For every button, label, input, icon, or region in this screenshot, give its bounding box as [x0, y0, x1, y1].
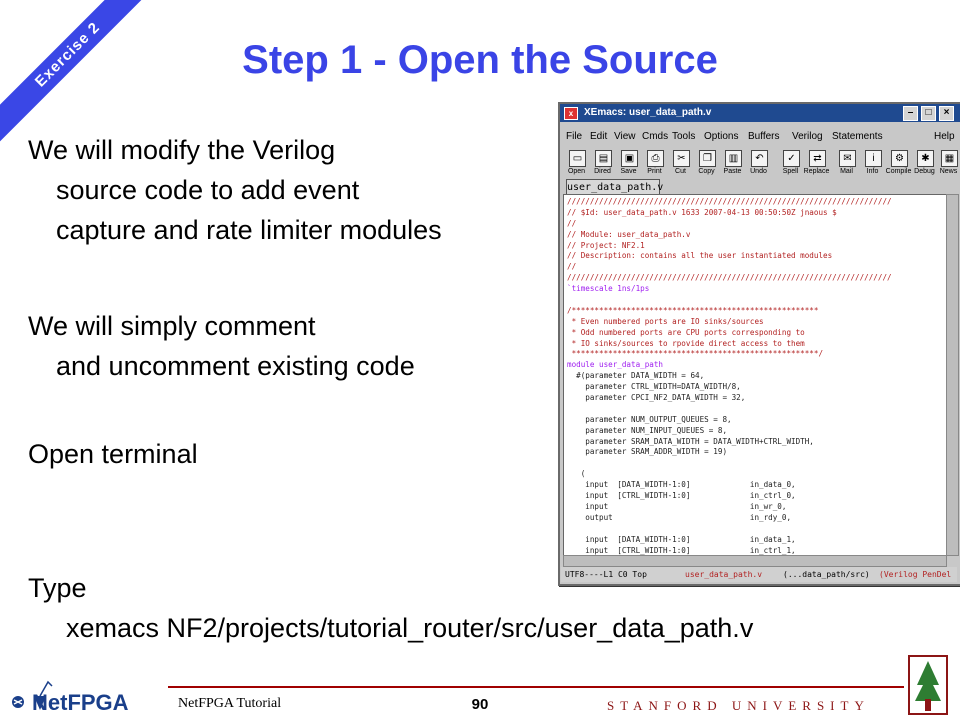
code-line: parameter NUM_OUTPUT_QUEUES = 8, [567, 414, 732, 424]
code-line: /////////////////////////////////////////////////////////////////////// [567, 197, 892, 206]
modeline-buffer-name: user_data_path.v [685, 570, 763, 579]
folder-open-icon: ▭ [569, 150, 586, 167]
spell-check-icon: ✓ [783, 150, 800, 167]
menu-verilog[interactable]: Verilog [792, 131, 823, 142]
code-line: // Description: contains all the user instantiated modules [567, 251, 833, 261]
code-line: parameter NUM_INPUT_QUEUES = 8, [567, 425, 728, 435]
code-line: #(parameter DATA_WIDTH = 64, [567, 371, 705, 381]
news-icon: ▦ [941, 150, 958, 167]
toolbar-print-button[interactable] [642, 148, 667, 179]
exercise-banner: Exercise 2 [0, 0, 150, 150]
code-line: parameter CTRL_WIDTH=DATA_WIDTH/8, [567, 382, 741, 392]
modeline [561, 567, 957, 582]
code-line [567, 404, 946, 415]
bullet-modify-verilog-line-2: source code to add event [56, 175, 360, 205]
code-line: // Module: user_data_path.v [567, 229, 691, 239]
bullet-modify-verilog-line-3: capture and rate limiter modules [56, 215, 442, 245]
code-line [567, 524, 946, 535]
replace-icon: ⇄ [809, 150, 826, 167]
menu-statements[interactable]: Statements [832, 131, 883, 142]
xemacs-titlebar[interactable] [560, 104, 960, 122]
compile-icon: ⚙ [891, 150, 908, 167]
code-line: * Even numbered ports are IO sinks/sources [567, 316, 764, 326]
footer-tutorial: NetFPGA Tutorial [178, 696, 282, 711]
toolbar-undo-button[interactable] [746, 148, 771, 179]
footer-university: STANFORD UNIVERSITY [607, 698, 870, 713]
buffer-tab[interactable]: user_data_path.v [566, 179, 660, 196]
menu-view[interactable]: View [614, 131, 636, 142]
bullet-comment-line-2: and uncomment existing code [56, 351, 415, 381]
toolbar-spell-button[interactable] [778, 148, 803, 179]
bullet-type-line-1: Type [28, 573, 87, 603]
footer-rule [168, 686, 904, 688]
menu-edit[interactable]: Edit [590, 131, 608, 142]
scissors-icon: ✂ [673, 150, 690, 167]
toolbar-label-cut: Cut [675, 168, 686, 175]
xemacs-window[interactable] [558, 102, 960, 586]
netfpga-logo [10, 676, 160, 716]
toolbar-dired-button[interactable] [590, 148, 615, 179]
toolbar-label-news: News [939, 168, 958, 175]
bullet-open-terminal: Open terminal [28, 439, 198, 469]
modeline-mode: (Verilog PenDel [879, 570, 952, 579]
toolbar-label-paste: Paste [723, 168, 742, 175]
toolbar-label-dired: Dired [594, 168, 611, 175]
stanford-tree-logo [908, 655, 948, 715]
code-line: /****************************************************** [567, 305, 819, 315]
xemacs-menubar [560, 128, 960, 146]
code-line: input [DATA_WIDTH-1:0] in_data_1, [567, 534, 796, 544]
code-listing [564, 195, 946, 556]
code-line: // [567, 262, 577, 272]
toolbar-copy-button[interactable] [694, 148, 719, 179]
code-line: `timescale 1ns/1ps [567, 284, 650, 294]
code-line: input [CTRL_WIDTH-1:0] in_ctrl_0, [567, 491, 796, 501]
code-line: input in_wr_0, [567, 501, 787, 511]
code-line: // [567, 218, 577, 228]
code-editor[interactable] [563, 194, 947, 556]
xemacs-toolbar [562, 148, 958, 180]
toolbar-open-button[interactable] [564, 148, 589, 179]
code-line: * IO sinks/sources to rpovide direct access to them [567, 338, 805, 348]
slide-title: Step 1 - Open the Source [242, 38, 718, 82]
paste-clipboard-icon: ▥ [725, 150, 742, 167]
close-icon[interactable]: × [939, 106, 954, 121]
floppy-save-icon: ▣ [621, 150, 638, 167]
toolbar-save-button[interactable] [616, 148, 641, 179]
page-number: 90 [471, 696, 489, 713]
code-line: // $Id: user_data_path.v 1633 2007-04-13 00:50:50Z jnaous $ [567, 207, 837, 217]
xemacs-window-title: XEmacs: user_data_path.v [584, 107, 712, 118]
menu-help[interactable]: Help [934, 131, 955, 142]
toolbar-label-copy: Copy [698, 168, 715, 175]
mail-icon: ✉ [839, 150, 856, 167]
vertical-scrollbar[interactable] [946, 194, 959, 556]
code-line [567, 295, 946, 306]
code-line: module user_data_path [567, 360, 664, 370]
toolbar-label-info: Info [866, 168, 879, 175]
modeline-status: UTF8----L1 C0 Top [565, 570, 647, 579]
menu-tools[interactable]: Tools [672, 131, 696, 142]
toolbar-cut-button[interactable] [668, 148, 693, 179]
toolbar-replace-button[interactable] [804, 148, 829, 179]
menu-buffers[interactable]: Buffers [748, 131, 780, 142]
toolbar-label-save: Save [620, 168, 637, 175]
dired-folder-icon: ▤ [595, 150, 612, 167]
undo-icon: ↶ [751, 150, 768, 167]
toolbar-label-replace: Replace [803, 168, 830, 175]
code-line [567, 458, 946, 469]
bullet-modify-verilog-line-1: We will modify the Verilog [28, 135, 336, 165]
debug-icon: ✱ [917, 150, 934, 167]
copy-icon: ❐ [699, 150, 716, 167]
toolbar-label-spell: Spell [782, 168, 799, 175]
code-line: /////////////////////////////////////////////////////////////////////// [567, 273, 892, 283]
menu-options[interactable]: Options [704, 131, 739, 142]
netfpga-logo-text: NetFPGA [32, 690, 129, 715]
xemacs-app-icon[interactable]: x [564, 107, 578, 120]
toolbar-label-compile: Compile [885, 168, 912, 175]
code-line: output in_rdy_0, [567, 512, 792, 522]
toolbar-compile-button[interactable] [886, 148, 911, 179]
maximize-icon[interactable]: □ [921, 106, 936, 121]
toolbar-label-debug: Debug [914, 168, 935, 175]
code-line: parameter CPCI_NF2_DATA_WIDTH = 32, [567, 393, 746, 403]
toolbar-info-button[interactable] [860, 148, 885, 179]
code-line: input [CTRL_WIDTH-1:0] in_ctrl_1, [567, 545, 796, 555]
code-line: ( [567, 469, 586, 479]
code-line: parameter SRAM_DATA_WIDTH = DATA_WIDTH+CTRL_WIDTH, [567, 436, 814, 446]
info-icon: i [865, 150, 882, 167]
code-line: input [DATA_WIDTH-1:0] in_data_0, [567, 480, 796, 490]
code-line: // Project: NF2.1 [567, 240, 645, 250]
toolbar-mail-button[interactable] [834, 148, 859, 179]
toolbar-label-undo: Undo [750, 168, 767, 175]
toolbar-label-print: Print [647, 168, 662, 175]
bullet-type-command: xemacs NF2/projects/tutorial_router/src/user_data_path.v [66, 613, 754, 643]
bullet-comment-line-1: We will simply comment [28, 311, 316, 341]
code-line: parameter SRAM_ADDR_WIDTH = 19) [567, 447, 728, 457]
toolbar-news-button[interactable] [936, 148, 960, 179]
toolbar-paste-button[interactable] [720, 148, 745, 179]
printer-icon: ⎙ [647, 150, 664, 167]
minimize-icon[interactable]: – [903, 106, 918, 121]
code-line: * Odd numbered ports are CPU ports corresponding to [567, 327, 805, 337]
code-line: ******************************************************/ [567, 349, 824, 359]
modeline-path: (...data_path/src) [783, 570, 870, 579]
toolbar-label-open: Open [567, 168, 586, 175]
toolbar-label-mail: Mail [840, 168, 853, 175]
menu-cmds[interactable]: Cmds [642, 131, 669, 142]
menu-file[interactable]: File [566, 131, 583, 142]
horizontal-scrollbar[interactable] [563, 555, 947, 567]
